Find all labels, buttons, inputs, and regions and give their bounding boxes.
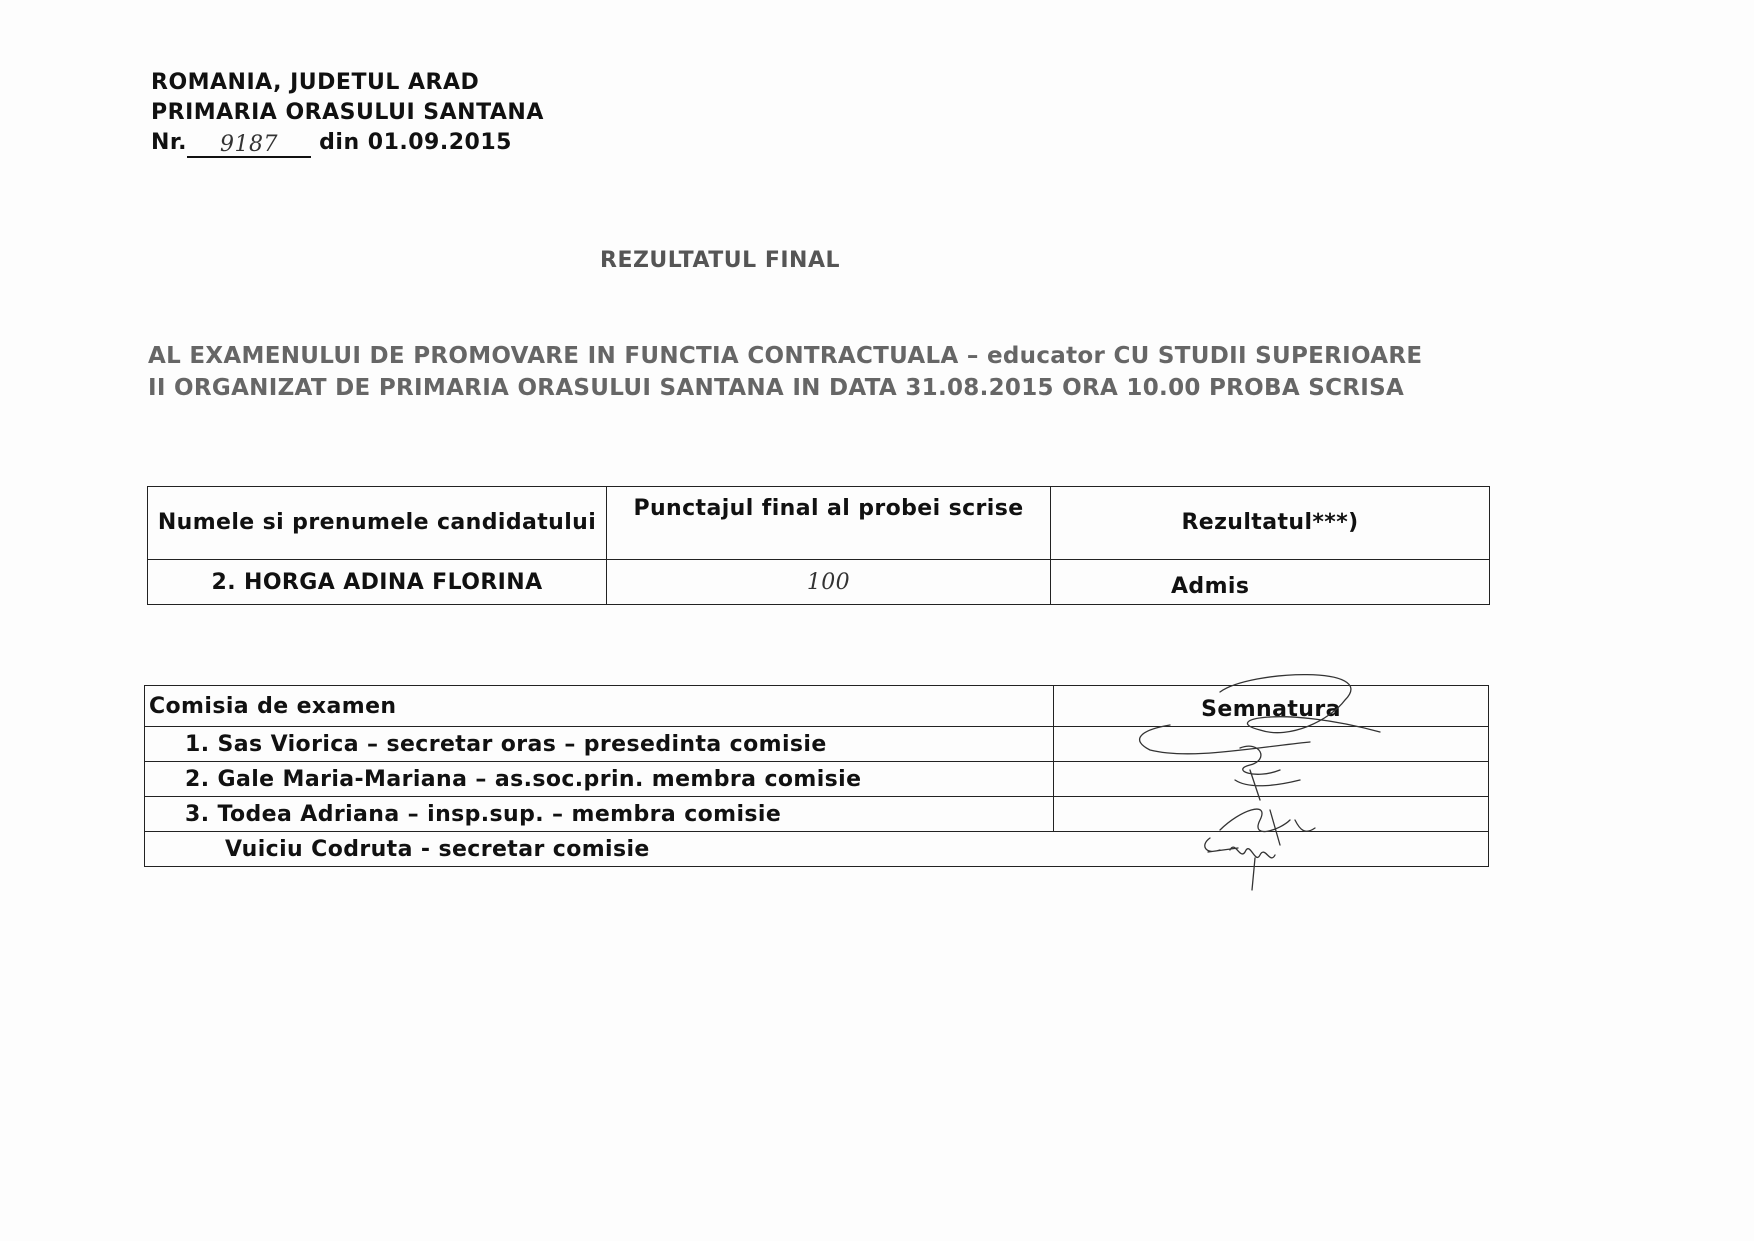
commission-member-2: 2. Gale Maria-Mariana – as.soc.prin. membra comisie: [145, 762, 1054, 797]
commission-header-label: Comisia de examen: [145, 686, 1054, 727]
document-title: REZULTATUL FINAL: [600, 248, 840, 273]
institution-line: PRIMARIA ORASULUI SANTANA: [151, 100, 544, 125]
nr-handwritten-value: 9187: [219, 132, 278, 157]
results-header-row: [148, 487, 1490, 560]
subtitle-line-2: II ORGANIZAT DE PRIMARIA ORASULUI SANTANA IN DATA 31.08.2015 ORA 10.00 PROBA SCRISA: [148, 375, 1405, 401]
signature-header: [1054, 686, 1489, 727]
table-row: [148, 560, 1490, 605]
nr-label: Nr.: [151, 130, 187, 155]
commission-member-3: 3. Todea Adriana – insp.sup. – membra comisie: [145, 797, 1054, 832]
table-row: [145, 727, 1489, 762]
document-date: 01.09.2015: [367, 130, 512, 155]
table-row: [145, 797, 1489, 832]
header-candidate-name: Numele si prenumele candidatului: [148, 487, 607, 560]
document-header: [151, 68, 544, 158]
commission-header-row: [145, 686, 1489, 727]
signature-cell-1: [1054, 727, 1489, 762]
table-row: [145, 762, 1489, 797]
registration-line: [151, 128, 544, 158]
signature-cell-3: [1054, 797, 1489, 832]
din-label: din: [319, 130, 360, 155]
nr-field: [187, 130, 311, 158]
signature-cell-2: [1054, 762, 1489, 797]
header-score: Punctajul final al probei scrise: [607, 487, 1051, 560]
handwritten-score: 100: [806, 569, 851, 595]
table-row: [145, 832, 1489, 867]
subtitle-line-1: AL EXAMENULUI DE PROMOVARE IN FUNCTIA CONTRACTUALA – educator CU STUDII SUPERIOARE: [148, 343, 1423, 369]
header-result: Rezultatul***): [1051, 487, 1490, 560]
signature-header-label: Semnatura: [1201, 696, 1341, 722]
candidate-score: [607, 560, 1051, 605]
results-table: [147, 486, 1490, 605]
document-subtitle: [148, 340, 1568, 404]
candidate-result: Admis: [1051, 560, 1490, 605]
commission-table: [144, 685, 1489, 867]
commission-member-1: 1. Sas Viorica – secretar oras – presedinta comisie: [145, 727, 1054, 762]
candidate-name: 2. HORGA ADINA FLORINA: [148, 560, 607, 605]
county-line: ROMANIA, JUDETUL ARAD: [151, 70, 480, 95]
commission-secretary: Vuiciu Codruta - secretar comisie: [145, 832, 1489, 867]
